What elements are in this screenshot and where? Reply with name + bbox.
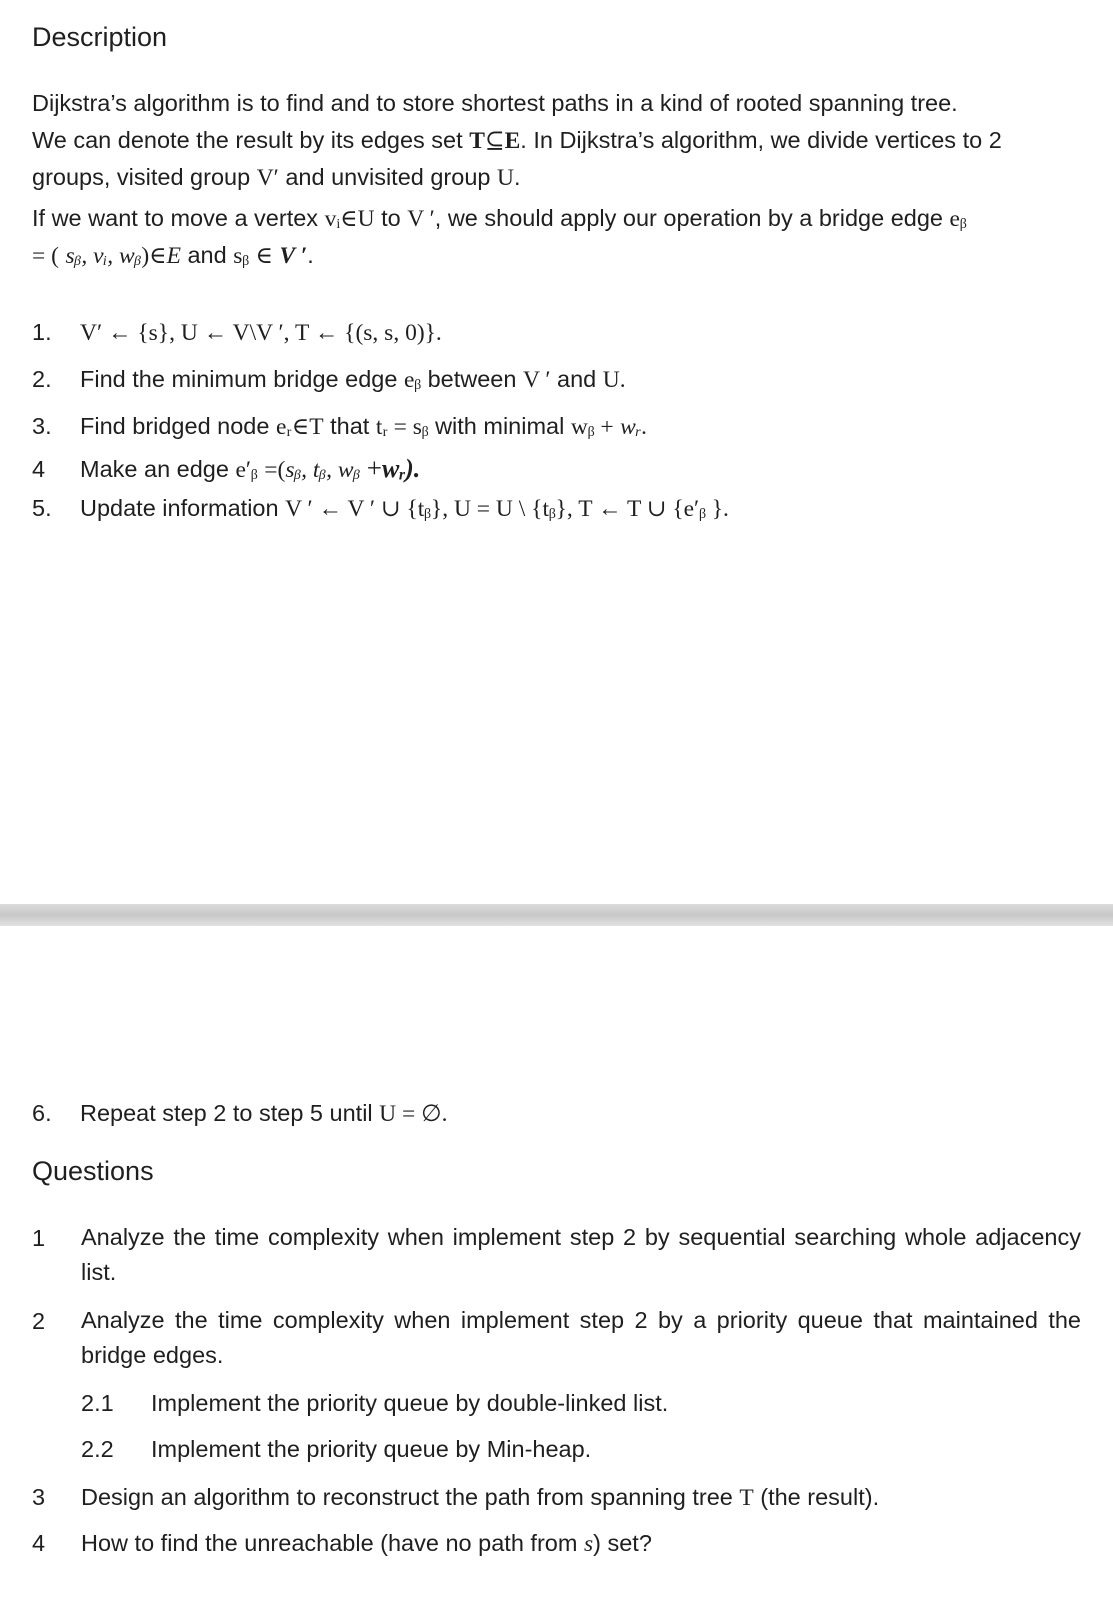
questions-heading: Questions — [32, 1156, 154, 1186]
intro-line-1 — [32, 85, 958, 122]
math-T: T — [469, 128, 485, 154]
question-text: Implement the priority queue by Min-heap. — [151, 1436, 592, 1462]
math-er: eᵣ∈T — [275, 414, 324, 440]
math-wr: wᵣ. — [620, 414, 648, 440]
step-math: V ′ ← V ′ ∪ {tᵦ}, U = U \ {tᵦ}, T ← T ∪ {e′ᵦ }. — [285, 496, 729, 522]
math-s: s — [583, 1531, 594, 1557]
math-T: T — [739, 1485, 754, 1511]
intro-text: We can denote the result by its edges set — [32, 127, 463, 153]
step-text: between — [427, 366, 517, 392]
step-number: 2. — [32, 366, 52, 392]
math-tr-eq-sb: tᵣ = sᵦ — [375, 414, 429, 440]
question-text: Design an algorithm to reconstruct the path from spanning tree — [81, 1484, 733, 1510]
step-text: Make an edge — [80, 456, 229, 482]
math-subset: ⊆ — [484, 128, 505, 154]
step-2 — [32, 361, 626, 399]
math-in: )∈ — [141, 243, 167, 269]
step-4 — [32, 450, 420, 489]
intro-text: . — [307, 242, 314, 268]
step-number: 5. — [32, 495, 52, 521]
step-text: Update information — [80, 495, 279, 521]
intro-line-4 — [32, 200, 967, 238]
step-text: Find bridged node — [80, 413, 270, 439]
math-eb-prime: e′ᵦ — [235, 457, 258, 483]
math-V-prime: V ′ — [407, 206, 435, 232]
step-number: 3. — [32, 413, 52, 439]
question-number: 2.1 — [81, 1390, 114, 1416]
question-1-number: 1 — [32, 1225, 46, 1251]
question-text: How to find the unreachable (have no path from — [81, 1530, 578, 1556]
math-V-prime: V ′ — [279, 243, 308, 269]
math-eb: eᵦ — [403, 367, 422, 393]
math-tuple: sᵦ, tᵦ, wᵦ — [285, 457, 361, 483]
intro-text: Dijkstra’s algorithm is to find and to store shortest paths in a kind of rooted spanning tree. — [32, 90, 958, 116]
math-plus: + — [366, 453, 382, 483]
question-number: 4 — [32, 1530, 46, 1556]
math-wb: wᵦ + — [570, 414, 614, 440]
math-U-empty: U = ∅. — [379, 1101, 448, 1127]
step-number: 6. — [32, 1100, 52, 1126]
step-text: that — [330, 413, 370, 439]
math-wr: wᵣ). — [381, 454, 421, 483]
math-eb: eᵦ — [949, 206, 967, 232]
question-3 — [32, 1479, 879, 1517]
intro-line-3 — [32, 159, 521, 197]
intro-text: and unvisited group — [285, 164, 491, 190]
question-text: ) set? — [593, 1530, 652, 1556]
step-text: Repeat step 2 to step 5 until — [80, 1100, 373, 1126]
question-2: Analyze the time complexity when implement step 2 by a priority queue that maintained the bridge edges. — [81, 1307, 1081, 1368]
math-tuple: sᵦ, vᵢ, wᵦ — [65, 243, 142, 269]
step-text: with minimal — [435, 413, 565, 439]
page-break-divider — [0, 904, 1113, 926]
math-U: U — [497, 165, 514, 191]
question-4 — [32, 1525, 652, 1563]
question-text: Implement the priority queue by double-linked list. — [151, 1390, 669, 1416]
step-number: 1. — [32, 319, 52, 345]
intro-line-2 — [32, 122, 1002, 160]
question-2-1 — [81, 1385, 668, 1422]
question-text: (the result). — [760, 1484, 880, 1510]
math-eq: =( — [264, 457, 286, 483]
intro-line-5 — [32, 237, 314, 275]
math-in: ∈ — [255, 243, 273, 269]
math-U: U. — [602, 367, 626, 393]
intro-text: and — [187, 242, 227, 268]
intro-text: . In Dijkstra’s algorithm, we divide vertices to 2 — [520, 127, 1002, 153]
step-6 — [32, 1095, 448, 1133]
description-heading: Description — [32, 22, 168, 52]
step-1 — [32, 314, 442, 352]
step-number: 4 — [32, 456, 46, 482]
step-3 — [32, 408, 647, 446]
math-E: E — [166, 243, 181, 269]
math-sb: sᵦ — [233, 243, 249, 269]
question-number: 3 — [32, 1484, 46, 1510]
question-2-2 — [81, 1431, 591, 1468]
math-eq: = ( — [32, 243, 59, 269]
question-2-number: 2 — [32, 1308, 46, 1334]
step-5 — [32, 490, 729, 528]
question-number: 2.2 — [81, 1436, 114, 1462]
step-text: Find the minimum bridge edge — [80, 366, 398, 392]
math-E: E — [504, 128, 521, 154]
step-text: and — [557, 366, 597, 392]
intro-text: If we want to move a vertex — [32, 205, 319, 231]
intro-text: , we should apply our operation by a bridge edge — [434, 205, 943, 231]
math-vi-in-U: vᵢ∈U — [324, 206, 375, 232]
intro-text: . — [513, 164, 521, 190]
intro-text: groups, visited group — [32, 164, 251, 190]
question-1: Analyze the time complexity when implement step 2 by sequential searching whole adjacency list. — [81, 1224, 1081, 1285]
math-V-prime: V ′ — [522, 367, 551, 393]
step-math: V′ ← {s}, U ← V\V ′, T ← {(s, s, 0)}. — [80, 320, 442, 346]
intro-text: to — [381, 205, 401, 231]
math-V-prime: V′ — [256, 165, 279, 191]
